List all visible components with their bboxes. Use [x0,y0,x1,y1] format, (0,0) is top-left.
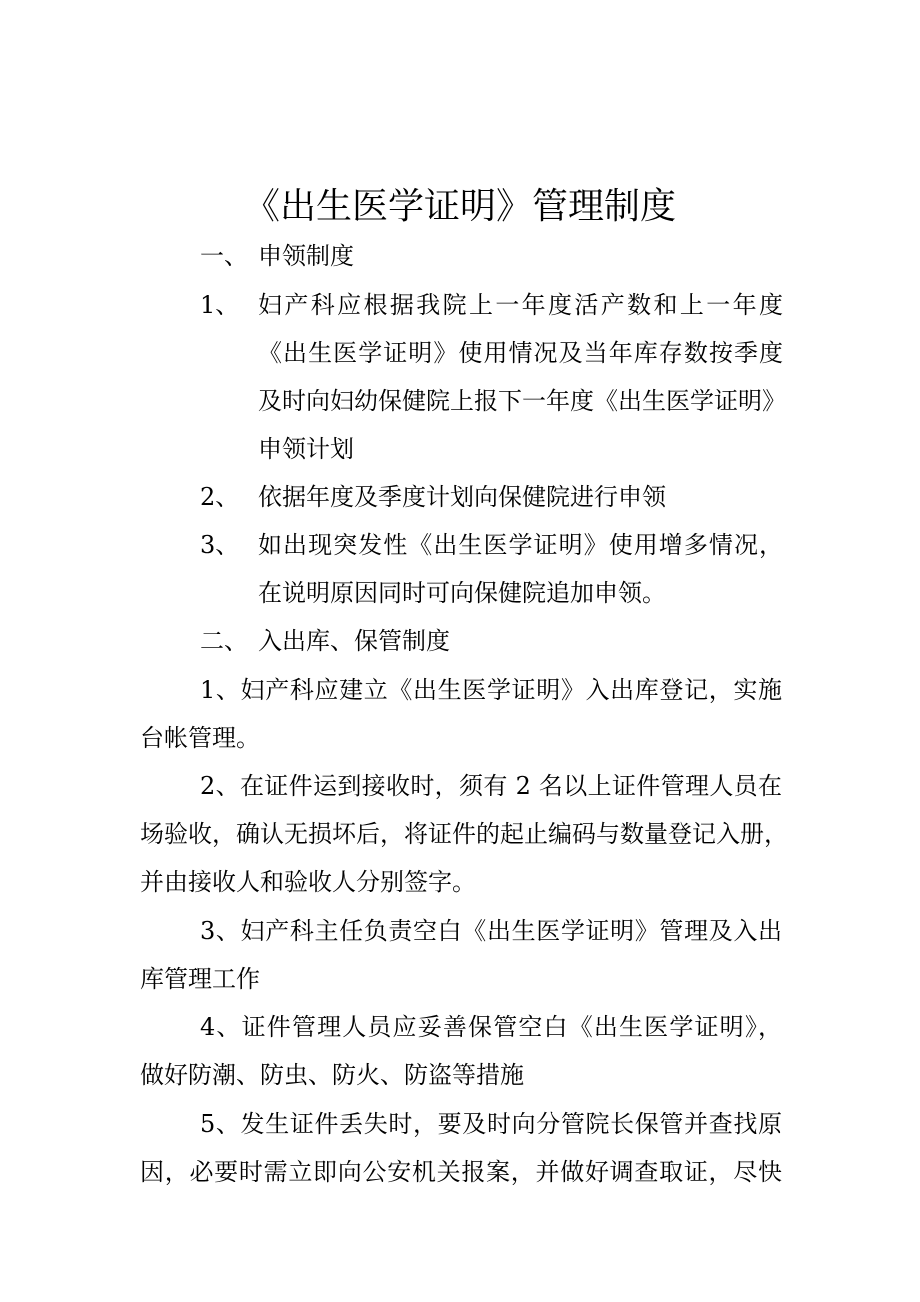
section-1-number: 一、 [200,242,248,270]
paragraph-2-line-3: 并由接收人和验收人分别签字。 [140,868,476,896]
item-3-number: 3、 [200,531,240,559]
paragraph-5-line-2: 因，必要时需立即向公安机关报案，并做好调查取证，尽快 [140,1158,782,1186]
item-2-line-1: 依据年度及季度计划向保健院进行申领 [258,483,666,511]
paragraph-1-line-2: 台帐管理。 [140,724,260,752]
section-1-heading: 申领制度 [258,242,354,270]
paragraph-3-line-2: 库管理工作 [140,965,260,993]
paragraph-5-line-1: 5、发生证件丢失时，要及时向分管院长保管并查找原 [200,1110,782,1138]
paragraph-1-line-1: 1、妇产科应建立《出生医学证明》入出库登记，实施 [200,676,782,704]
item-1-number: 1、 [200,291,240,319]
item-1-line-4: 申领计划 [258,435,354,463]
section-2-heading: 入出库、保管制度 [258,627,450,655]
item-3-line-1: 如出现突发性《出生医学证明》使用增多情况， [258,531,783,559]
paragraph-2-line-1: 2、在证件运到接收时，须有 2 名以上证件管理人员在 [200,772,782,800]
item-1-line-3: 及时向妇幼保健院上报下一年度《出生医学证明》 [258,387,786,415]
section-2-number: 二、 [200,627,248,655]
item-1-line-1: 妇产科应根据我院上一年度活产数和上一年度 [258,291,783,319]
item-3-line-2: 在说明原因同时可向保健院追加申领。 [258,579,666,607]
paragraph-4-line-2: 做好防潮、防虫、防火、防盗等措施 [140,1061,524,1089]
document-title: 《出生医学证明》管理制度 [243,186,676,227]
item-1-line-2: 《出生医学证明》使用情况及当年库存数按季度 [258,339,783,367]
paragraph-2-line-2: 场验收，确认无损坏后，将证件的起止编码与数量登记入册， [140,820,788,848]
item-2-number: 2、 [200,483,240,511]
paragraph-4-line-1: 4、证件管理人员应妥善保管空白《出生医学证明》， [200,1013,782,1041]
paragraph-3-line-1: 3、妇产科主任负责空白《出生医学证明》管理及入出 [200,917,782,945]
